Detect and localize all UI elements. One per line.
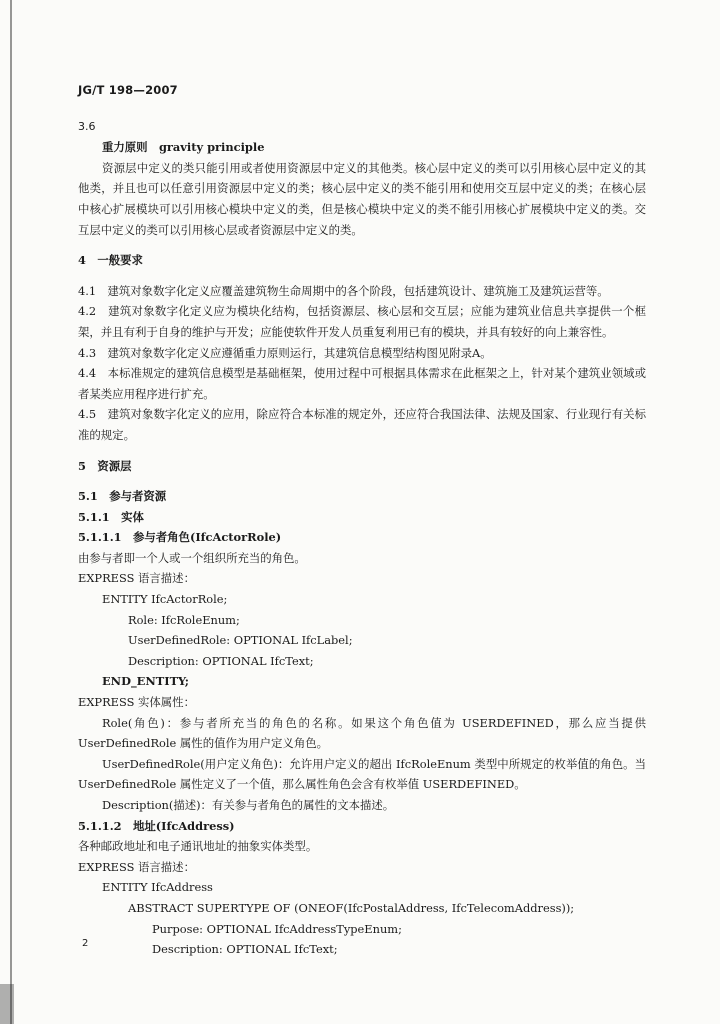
page-number: 2 [82,938,89,949]
attr-purpose: Purpose: OPTIONAL IfcAddressTypeEnum; [152,921,402,936]
abstract-supertype-line: ABSTRACT SUPERTYPE OF (ONEOF(IfcPostalAddress, IfcTelecomAddress)); [128,900,575,915]
clause-4-1: 4.1 建筑对象数字化定义应覆盖建筑物生命周期中的各个阶段，包括建筑设计、建筑施工及建筑运营等。 [78,283,609,298]
userdefinedrole-definition: UserDefinedRole(用户定义角色)：允许用户定义的超出 IfcRoleEnum 类型中所规定的枚举值的角色。当 UserDefinedRole 属性定义了一个值，那么属性角色会含有枚举值 USERDEFINED。 [78,756,646,792]
attr-description: Description: OPTIONAL IfcText; [128,653,314,668]
scan-edge-mark [0,984,14,1024]
end-entity-line: END_ENTITY; [102,674,189,689]
express-language-label-2: EXPRESS 语言描述： [78,859,195,874]
clause-5-1-1-1: 5.1.1.1 参与者角色(IfcActorRole) [78,530,282,545]
attr-description-2: Description: OPTIONAL IfcText; [152,942,338,957]
entity-line: ENTITY IfcActorRole; [102,592,228,607]
section-4-title: 4 一般要求 [78,253,143,268]
attr-userdefinedrole: UserDefinedRole: OPTIONAL IfcLabel; [128,633,353,648]
clause-3-6-term: 重力原则 gravity principle [102,140,265,155]
attr-role: Role: IfcRoleEnum; [128,612,240,627]
scan-edge [10,0,12,1024]
clause-4-3: 4.3 建筑对象数字化定义应遵循重力原则运行，其建筑信息模型结构图见附录A。 [78,345,492,360]
clause-5-1-1-2: 5.1.1.2 地址(IfcAddress) [78,818,235,833]
description-definition: Description(描述)：有关参与者角色的属性的文本描述。 [102,798,395,812]
express-language-label: EXPRESS 语言描述： [78,571,195,586]
clause-4-4: 4.4 本标准规定的建筑信息模型是基础框架，使用过程中可根据具体需求在此框架之上，针对某个建筑业领域或者某类应用程序进行扩充。 [78,366,646,401]
express-attributes-label: EXPRESS 实体属性： [78,695,195,710]
role-definition: Role(角色)：参与者所充当的角色的名称。如果这个角色值为 USERDEFINED，那么应当提供 UserDefinedRole 属性的值作为用户定义角色。 [78,715,646,751]
clause-3-6-body: 资源层中定义的类只能引用或者使用资源层中定义的其他类。核心层中定义的类可以引用核心层中定义的其他类，并且也可以任意引用资源层中定义的类；核心层中定义的类不能引用和使用交互层中定义的类；在核心层中核心扩展模块可以引用核心模块中定义的类，但是核心模块中定义的类不能引用核心扩展模块中定义的类。交互层中定义的类可以引用核心层或者资源层中定义的类。 [78,160,646,237]
section-5-title: 5 资源层 [78,458,132,473]
address-description: 各种邮政地址和电子通讯地址的抽象实体类型。 [78,839,318,854]
clause-5-1-1: 5.1.1 实体 [78,509,144,524]
clause-4-2: 4.2 建筑对象数字化定义应为模块化结构，包括资源层、核心层和交互层；应能为建筑业信息共享提供一个框架，并且有利于自身的维护与开发；应能使软件开发人员重复利用已有的模块，并具有较好的向上兼容性。 [78,304,646,339]
document-page [78,80,646,960]
actor-role-description: 由参与者即一个人或一个组织所充当的角色。 [78,550,306,565]
clause-4-5: 4.5 建筑对象数字化定义的应用，除应符合本标准的规定外，还应符合我国法律、法规及国家、行业现行有关标准的规定。 [78,407,646,442]
clause-5-1: 5.1 参与者资源 [78,489,167,504]
entity-address-line: ENTITY IfcAddress [102,880,213,895]
clause-3-6-number: 3.6 [78,119,96,133]
page-header: JG/T 198—2007 [78,83,178,97]
